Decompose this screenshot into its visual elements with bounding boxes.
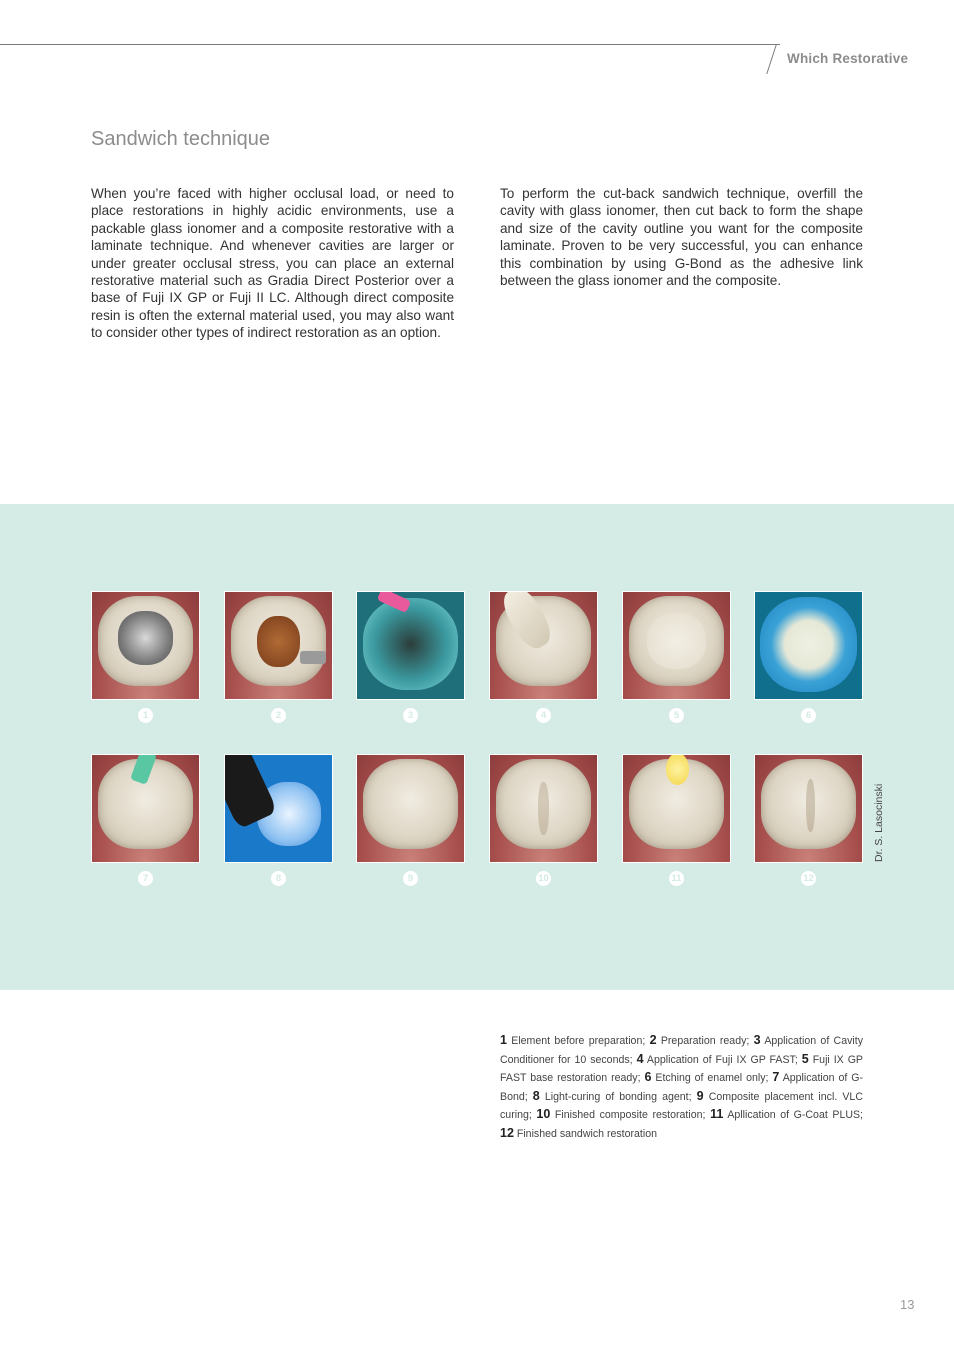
caption-step-number: 3 [753,1033,761,1047]
photo-grid [91,591,863,891]
body-text-left: When you’re faced with higher occlusal load, or need to place restorations in highly acidic environments, use a packable glass ionomer and a composite restorative with a laminate technique. And whenever cavities are larger or under greater occlusal stress, you can place an external restorative material such as Gradia Direct Posterior over a base of Fuji IX GP or Fuji II LC. Although direct composite resin is often the external material used, you may also want to consider other types of indirect restoration as an option. [91,186,454,341]
header-rule [0,44,780,45]
photo-cell [91,591,200,721]
tooth-photo [489,754,598,863]
tooth-photo [754,754,863,863]
photo-cell [356,754,465,884]
body-text-right: To perform the cut-back sandwich technique, overfill the cavity with glass ionomer, then cut back to form the shape and size of the cavity outline you want for the composite laminate. Proven to be very successful, you can enhance this combination by using G-Bond as the adhesive link between the glass ionomer and the composite. [500,186,863,289]
caption-step-text: Light-curing of bonding agent; [544,1090,692,1103]
caption-step-number: 7 [772,1070,780,1085]
step-number: 12 [801,871,816,886]
caption-step-text: Application of G-Bond; [500,1072,863,1103]
photo-cell [622,591,731,721]
tooth-photo [356,591,465,700]
header-slash [766,44,777,74]
step-number: 6 [801,708,816,723]
photo-cell [754,591,863,721]
step-number: 10 [536,871,551,886]
photo-cell [489,754,598,884]
photo-credit: Dr. S. Lasocinski [873,783,885,862]
tooth-photo [356,754,465,863]
caption-step-number: 11 [710,1107,724,1122]
figure-caption [500,1032,863,1144]
caption-step-number: 12 [500,1125,514,1140]
caption-step-number: 8 [532,1088,540,1103]
photo-cell [622,754,731,884]
tooth-photo [622,754,731,863]
photo-cell [224,754,333,884]
caption-step-number: 5 [801,1051,809,1066]
caption-step-text: Apllication of G-Coat PLUS; [727,1109,864,1122]
section-label: Which Restorative [787,51,909,66]
photo-cell [356,591,465,721]
caption-step-number: 6 [644,1070,652,1085]
photo-cell [224,591,333,721]
caption-step-text: Element before preparation; [511,1035,646,1047]
page-title: Sandwich technique [91,128,271,150]
caption-step-text: Etching of enamel only; [655,1072,769,1085]
caption-step-text: Finished composite restoration; [554,1109,706,1122]
caption-step-text: Finished sandwich restoration [516,1127,658,1140]
tooth-photo [91,591,200,700]
step-number: 4 [536,708,551,723]
photo-cell [489,591,598,721]
step-number: 8 [271,871,286,886]
step-number: 3 [403,708,418,723]
caption-step-number: 9 [696,1088,704,1103]
step-number: 7 [138,871,153,886]
tooth-photo [91,754,200,863]
caption-step-number: 10 [536,1107,551,1122]
tooth-photo [754,591,863,700]
caption-step-text: Preparation ready; [660,1035,750,1047]
photo-cell [91,754,200,884]
caption-step-text: Fuji IX GP FAST base restoration ready; [500,1053,864,1085]
step-number: 5 [669,708,684,723]
step-number: 2 [271,708,286,723]
caption-step-number: 4 [636,1051,644,1066]
tooth-photo [224,754,333,863]
caption-step-number: 1 [500,1033,507,1047]
page-number: 13 [900,1297,915,1312]
tooth-photo [224,591,333,700]
caption-step-text: Application of Cavity Conditioner for 10 seconds; [500,1035,863,1066]
caption-step-number: 2 [649,1033,657,1047]
step-number: 1 [138,708,153,723]
caption-step-text: Composite placement incl. VLC curing; [500,1090,863,1122]
photo-cell [754,754,863,884]
step-number: 11 [669,871,684,886]
tooth-photo [489,591,598,700]
tooth-photo [622,591,731,700]
caption-step-text: Application of Fuji IX GP FAST; [646,1053,798,1066]
step-number: 9 [403,871,418,886]
